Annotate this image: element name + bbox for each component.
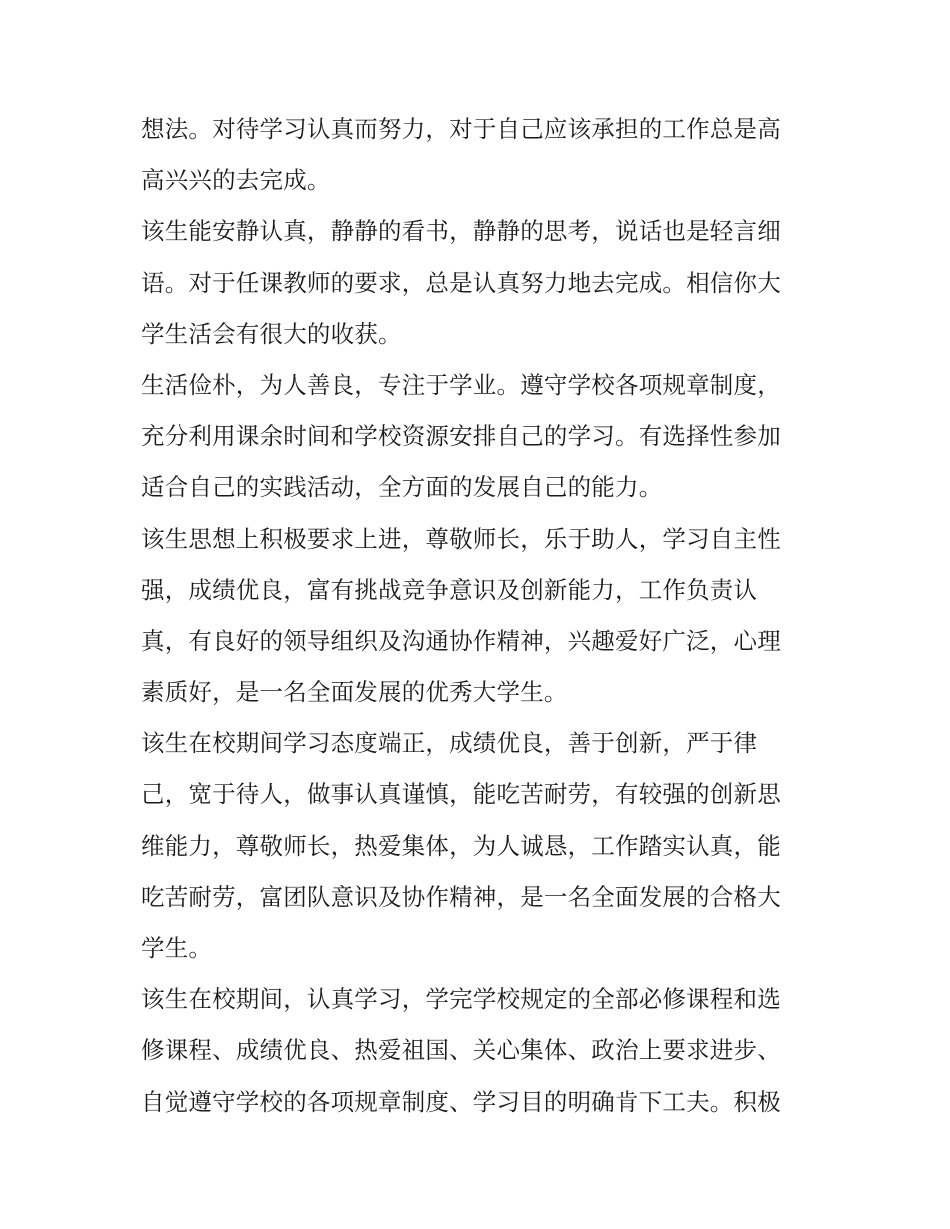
- text-line: 修课程、成绩优良、热爱祖国、关心集体、政治上要求进步、: [141, 1036, 781, 1065]
- text-line: 该生能安静认真，静静的看书，静静的思考，说话也是轻言细: [141, 217, 781, 246]
- text-line: 素质好，是一名全面发展的优秀大学生。: [141, 678, 568, 707]
- document-body: [141, 104, 813, 1128]
- text-line: 吃苦耐劳，富团队意识及协作精神，是一名全面发展的合格大: [141, 882, 781, 911]
- text-line: 适合自己的实践活动，全方面的发展自己的能力。: [141, 473, 663, 502]
- text-line: 该生在校期间，认真学习，学完学校规定的全部必修课程和选: [141, 985, 781, 1014]
- text-line: 该生在校期间学习态度端正，成绩优良，善于创新，严于律: [141, 729, 758, 758]
- text-line: 高兴兴的去完成。: [141, 166, 331, 195]
- text-line: 充分利用课余时间和学校资源安排自己的学习。有选择性参加: [141, 422, 781, 451]
- text-line: 己，宽于待人，做事认真谨慎，能吃苦耐劳，有较强的创新思: [141, 780, 781, 809]
- text-line: 学生活会有很大的收获。: [141, 319, 402, 348]
- text-line: 想法。对待学习认真而努力，对于自己应该承担的工作总是高: [141, 115, 781, 143]
- text-line: 该生思想上积极要求上进，尊敬师长，乐于助人，学习自主性: [141, 524, 781, 553]
- text-line: 语。对于任课教师的要求，总是认真努力地去完成。相信你大: [141, 268, 781, 297]
- text-line: 维能力，尊敬师长，热爱集体，为人诚恳，工作踏实认真，能: [141, 831, 781, 860]
- text-line: 自觉遵守学校的各项规章制度、学习目的明确肯下工夫。积极: [141, 1087, 781, 1116]
- text-line: 学生。: [141, 934, 213, 962]
- text-line: 生活俭朴，为人善良，专注于学业。遵守学校各项规章制度，: [141, 370, 781, 399]
- text-line: 真，有良好的领导组织及沟通协作精神，兴趣爱好广泛，心理: [141, 626, 781, 655]
- text-line: 强，成绩优良，富有挑战竞争意识及创新能力，工作负责认: [141, 575, 758, 604]
